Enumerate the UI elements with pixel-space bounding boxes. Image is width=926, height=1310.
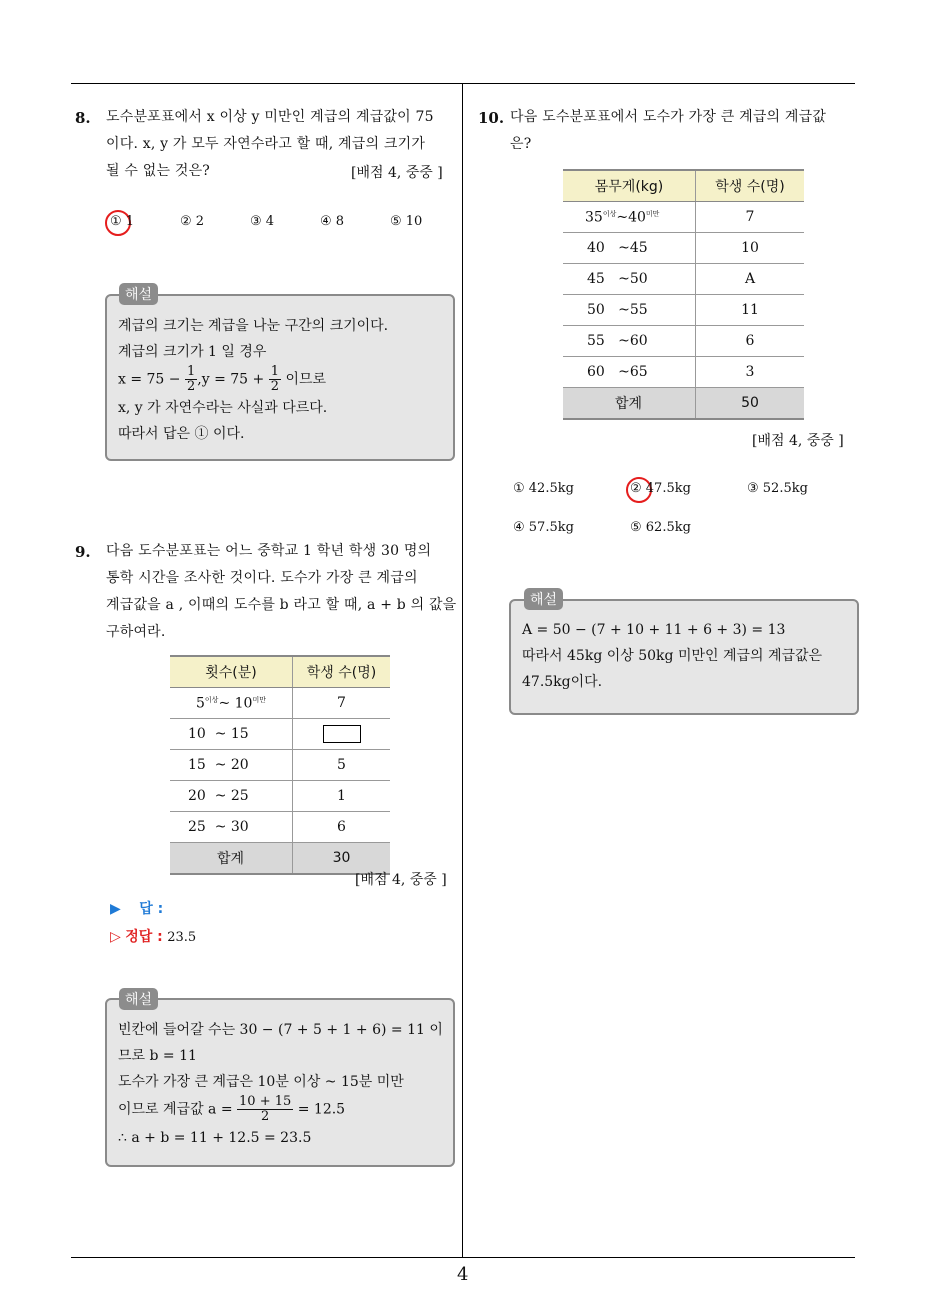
class-range (170, 688, 293, 719)
choice-4[interactable]: ④ 57.5kg (513, 520, 574, 535)
choice-5[interactable]: ⑤ 10 (390, 214, 423, 229)
formula-part: ,y = 75 + (197, 371, 265, 388)
frequency-cell: 3 (696, 357, 805, 388)
class-range (563, 202, 696, 233)
frequency-cell: A (696, 264, 805, 295)
formula-part: 이므로 계급값 a = (118, 1101, 233, 1118)
table-row (563, 264, 804, 295)
fraction-denominator: 2 (261, 1109, 270, 1124)
range-to-qualifier: 미만 (252, 695, 266, 704)
table-row (170, 750, 390, 781)
solution-line: ∴ a + b = 11 + 12.5 = 23.5 (118, 1130, 312, 1146)
range-to: 40 (628, 209, 646, 226)
question-9-line: 다음 도수분포표는 어느 중학교 1 학년 학생 30 명의 (106, 543, 432, 559)
table-total-row (563, 388, 804, 420)
class-range: 25 ~ 30 (170, 812, 293, 843)
question-8-line: 될 수 없는 것은? (106, 163, 211, 179)
range-separator: ~ (218, 695, 231, 712)
frequency-cell: 10 (696, 233, 805, 264)
frequency-cell: 7 (293, 688, 391, 719)
total-value: 50 (696, 388, 805, 420)
triangle-outline-icon: ▷ (110, 929, 121, 945)
frequency-cell: 6 (293, 812, 391, 843)
frequency-cell: 6 (696, 326, 805, 357)
table-row (170, 812, 390, 843)
frequency-cell: 1 (293, 781, 391, 812)
class-range: 55 ~60 (563, 326, 696, 357)
fraction-denominator: 2 (270, 379, 279, 394)
table-row (563, 202, 804, 233)
class-range: 60 ~65 (563, 357, 696, 388)
choice-2[interactable]: ② 47.5kg (630, 481, 691, 496)
question-8-line: 이다. x, y 가 모두 자연수라고 할 때, 계급의 크기가 (106, 136, 426, 152)
solution-line: 계급의 크기는 계급을 나눈 구간의 크기이다. (118, 318, 389, 334)
solution-tag: 해설 (119, 283, 158, 305)
class-range: 15 ~ 20 (170, 750, 293, 781)
question-10-line: 은? (510, 136, 532, 152)
solution-formula (118, 1095, 448, 1125)
question-10-text (510, 104, 860, 158)
question-10-points: [배점 4, 중중 ] (752, 433, 844, 449)
correct-answer-row (110, 926, 196, 946)
solution-tag: 해설 (524, 588, 563, 610)
solution-line: 도수가 가장 큰 계급은 10분 이상 ~ 15분 미만 (118, 1074, 404, 1090)
solution-tag: 해설 (119, 988, 158, 1010)
table-row (563, 326, 804, 357)
bottom-rule (71, 1257, 855, 1258)
choice-4[interactable]: ④ 8 (320, 214, 345, 229)
question-9-points: [배점 4, 중중 ] (355, 872, 447, 888)
page-number: 4 (457, 1264, 469, 1285)
class-range: 10 ~ 15 (170, 719, 293, 750)
question-8-points: [배점 4, 중중 ] (351, 165, 443, 181)
choice-1[interactable]: ① 1 (110, 214, 135, 229)
class-range: 40 ~45 (563, 233, 696, 264)
solution-line: 계급의 크기가 1 일 경우 (118, 344, 267, 360)
choice-5[interactable]: ⑤ 62.5kg (630, 520, 691, 535)
question-10-number: 10. (478, 109, 505, 127)
question-10-line: 다음 도수분포표에서 도수가 가장 큰 계급의 계급값 (510, 109, 827, 125)
fraction-denominator: 2 (186, 379, 196, 394)
table-row (170, 781, 390, 812)
solution-text (522, 617, 852, 695)
table-header-row (563, 170, 804, 202)
frequency-cell: 7 (696, 202, 805, 233)
solution-text (118, 1017, 448, 1151)
question-8-line: 도수분포표에서 x 이상 y 미만인 계급의 계급값이 75 (106, 109, 434, 125)
range-to: 10 (234, 695, 253, 712)
fraction-numerator: 10 + 15 (239, 1094, 292, 1109)
question-8-number: 8. (75, 109, 91, 127)
formula-part: 이므로 (285, 371, 327, 388)
correct-answer-label: 정답 : (125, 929, 163, 945)
table-header-row (170, 656, 390, 688)
range-to-qualifier: 미만 (645, 209, 660, 218)
total-value: 30 (293, 843, 391, 875)
fraction-numerator: 1 (270, 364, 279, 379)
frequency-table (170, 655, 390, 875)
top-rule (71, 83, 855, 84)
table-header: 횟수(분) (170, 656, 293, 688)
fraction (269, 365, 281, 394)
solution-line: 빈칸에 들어갈 수는 30 − (7 + 5 + 1 + 6) = 11 이 (118, 1022, 443, 1038)
formula-part: = 12.5 (297, 1101, 346, 1118)
solution-line: 따라서 45kg 이상 50kg 미만인 계급의 계급값은 (522, 648, 823, 664)
range-from-qualifier: 이상 (602, 209, 617, 218)
question-9-number: 9. (75, 543, 91, 561)
choice-3[interactable]: ③ 4 (250, 214, 275, 229)
solution-line: 47.5kg이다. (522, 674, 603, 690)
fraction (237, 1095, 293, 1124)
total-label: 합계 (170, 843, 293, 875)
choice-1[interactable]: ① 42.5kg (513, 481, 574, 496)
table-header: 학생 수(명) (293, 656, 391, 688)
range-from: 5 (196, 695, 205, 712)
table-row (563, 357, 804, 388)
frequency-cell: 5 (293, 750, 391, 781)
table-row (170, 688, 390, 719)
fraction-numerator: 1 (186, 364, 196, 379)
question-9-line: 계급값을 a , 이때의 도수를 b 라고 할 때, a + b 의 값을 (106, 597, 457, 613)
frequency-cell-blank (293, 719, 391, 750)
solution-line: x, y 가 자연수라는 사실과 다르다. (118, 400, 328, 416)
column-divider (462, 83, 463, 1258)
class-range: 45 ~50 (563, 264, 696, 295)
table-row (563, 295, 804, 326)
blank-answer-box[interactable] (323, 725, 361, 743)
correct-answer-value: 23.5 (167, 930, 197, 945)
weight-frequency-table (563, 169, 804, 420)
table-header: 몸무게(kg) (563, 170, 696, 202)
answer-label: 답 : (139, 901, 164, 917)
question-9-line: 구하여라. (106, 624, 166, 640)
choice-3[interactable]: ③ 52.5kg (747, 481, 808, 496)
play-icon: ▶ (110, 901, 121, 917)
solution-line: 므로 b = 11 (118, 1048, 197, 1064)
range-from-qualifier: 이상 (204, 695, 219, 704)
question-9-line: 통학 시간을 조사한 것이다. 도수가 가장 큰 계급의 (106, 570, 418, 586)
table-row (563, 233, 804, 264)
solution-formula (118, 365, 448, 395)
table-header: 학생 수(명) (696, 170, 805, 202)
solution-text (118, 313, 448, 447)
answer-row (110, 898, 163, 918)
table-row (170, 719, 390, 750)
frequency-cell: 11 (696, 295, 805, 326)
solution-line: 따라서 답은 ① 이다. (118, 426, 245, 442)
choice-2[interactable]: ② 2 (180, 214, 205, 229)
total-label: 합계 (563, 388, 696, 420)
range-from: 35 (585, 209, 603, 226)
range-separator: ~ (616, 209, 629, 226)
solution-line: A = 50 − (7 + 10 + 11 + 6 + 3) = 13 (522, 622, 786, 638)
formula-part: x = 75 − (118, 371, 181, 388)
class-range: 50 ~55 (563, 295, 696, 326)
class-range: 20 ~ 25 (170, 781, 293, 812)
fraction (185, 365, 197, 394)
question-9-text (106, 538, 456, 646)
